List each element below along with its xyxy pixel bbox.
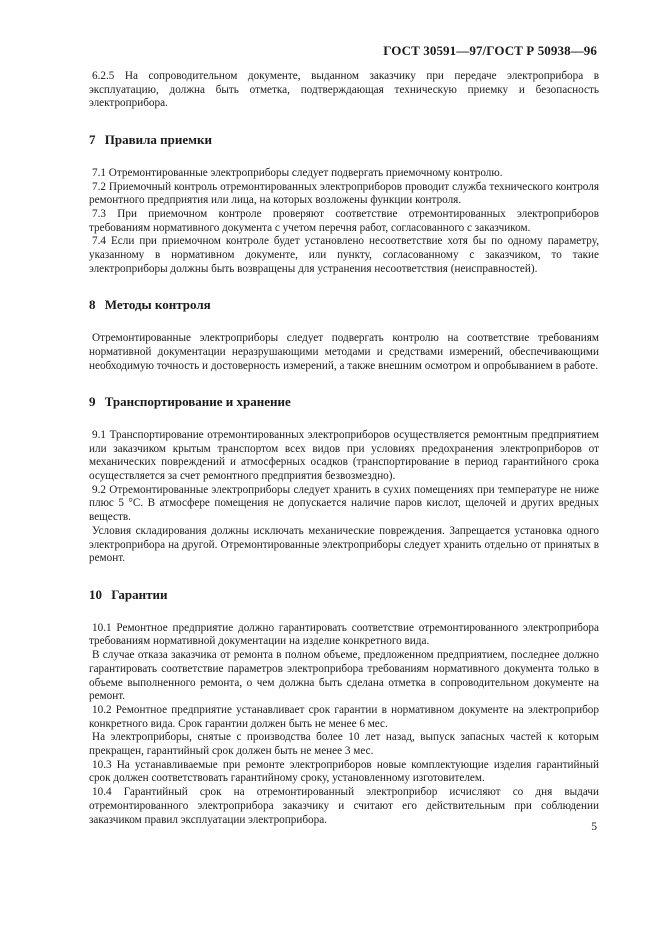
section-title: Гарантии	[111, 586, 168, 602]
section-title: Правила приемки	[104, 132, 212, 148]
standard-header: ГОСТ 30591—97/ГОСТ Р 50938—96	[383, 43, 597, 58]
paragraph: 10.4 Гарантийный срок на отремонтированный электроприбор исчисляют со дня выдачи отремонтированного электроприбора заказчику и считают его действительным при соблюдении заказчиком правил эксплуатации электроприбора.	[89, 786, 599, 826]
section-heading-9	[89, 395, 599, 409]
page-number: 5	[591, 821, 597, 833]
paragraph: 6.2.5 На сопроводительном документе, выданном заказчику при передаче электроприбора в эксплуатацию, должна быть отметка, подтверждающая техническую приемку и безопасность электроприбора.	[89, 70, 599, 110]
document-body	[89, 70, 599, 827]
section-heading-8	[89, 298, 599, 312]
section-heading-10	[89, 588, 599, 602]
section-title: Методы контроля	[104, 297, 211, 313]
section-number: 10	[89, 586, 102, 602]
paragraph: 7.3 При приемочном контроле проверяют соответствие отремонтированных электроприборов требованиям нормативного документа с учетом перечня работ, согласованного с заказчиком.	[89, 207, 599, 234]
paragraph: 10.2 Ремонтное предприятие устанавливает срок гарантии в нормативном документе на электроприбор конкретного вида. Срок гарантии должен быть не менее 6 мес.	[89, 703, 599, 730]
paragraph: 10.1 Ремонтное предприятие должно гарантировать соответствие отремонтированного электроприбора требованиям нормативной документации на изделие конкретного вида.	[89, 621, 599, 648]
paragraph: На электроприборы, снятые с производства более 10 лет назад, выпуск запасных частей к которым прекращен, гарантийный срок должен быть не менее 3 мес.	[89, 731, 599, 758]
section-title: Транспортирование и хранение	[104, 394, 291, 410]
paragraph: 9.1 Транспортирование отремонтированных электроприборов осуществляется ремонтным предприятием или заказчиком крытым транспортом всех видов при условиях предохранения электроприборов от механических повреждений и атмосферных осадков (транспортирование в период гарантийного срока осуществляется за счет ремонтного предприятия безвозмездно).	[89, 428, 599, 483]
paragraph: 10.3 На устанавливаемые при ремонте электроприборов новые комплектующие изделия гарантийный срок должен соответствовать гарантийному сроку, установленному изготовителем.	[89, 758, 599, 785]
paragraph: 7.4 Если при приемочном контроле будет установлено несоответствие хотя бы по одному параметру, указанному в нормативном документе, или пункту, согласованному с заказчиком, то такие электроприборы должны быть возвращены для устранения несоответствия (неисправностей).	[89, 235, 599, 275]
paragraph: Условия складирования должны исключать механические повреждения. Запрещается установка одного электроприбора на другой. Отремонтированные электроприборы следует хранить отдельно от принятых в ремонт.	[89, 524, 599, 565]
paragraph: 7.2 Приемочный контроль отремонтированных электроприборов проводит служба технического контроля ремонтного предприятия или лица, на которых возложены функции контроля.	[89, 180, 599, 207]
paragraph: 7.1 Отремонтированные электроприборы следует подвергать приемочному контролю.	[92, 166, 503, 179]
section-heading-7	[89, 133, 599, 147]
section-number: 8	[89, 297, 96, 313]
section-number: 9	[89, 394, 96, 410]
section-number: 7	[89, 132, 96, 148]
paragraph: В случае отказа заказчика от ремонта в полном объеме, предложенном предприятием, последнее должно гарантировать соответствие параметров электроприбора требованиям нормативного документа только в объеме выполненного ремонта, о чем должна быть сделана отметка в сопроводительном документе на ремонт.	[89, 649, 599, 703]
paragraph: Отремонтированные электроприборы следует подвергать контролю на соответствие требованиям нормативной документации неразрушающими методами и средствами измерений, обеспечивающими необходимую точность и достоверность измерений, а также внешним осмотром и опробыванием в работе.	[89, 332, 599, 372]
paragraph: 9.2 Отремонтированные электроприборы следует хранить в сухих помещениях при температуре не ниже плюс 5 °С. В атмосфере помещения не допускается наличие паров кислот, щелочей и других вредных веществ.	[89, 483, 599, 524]
